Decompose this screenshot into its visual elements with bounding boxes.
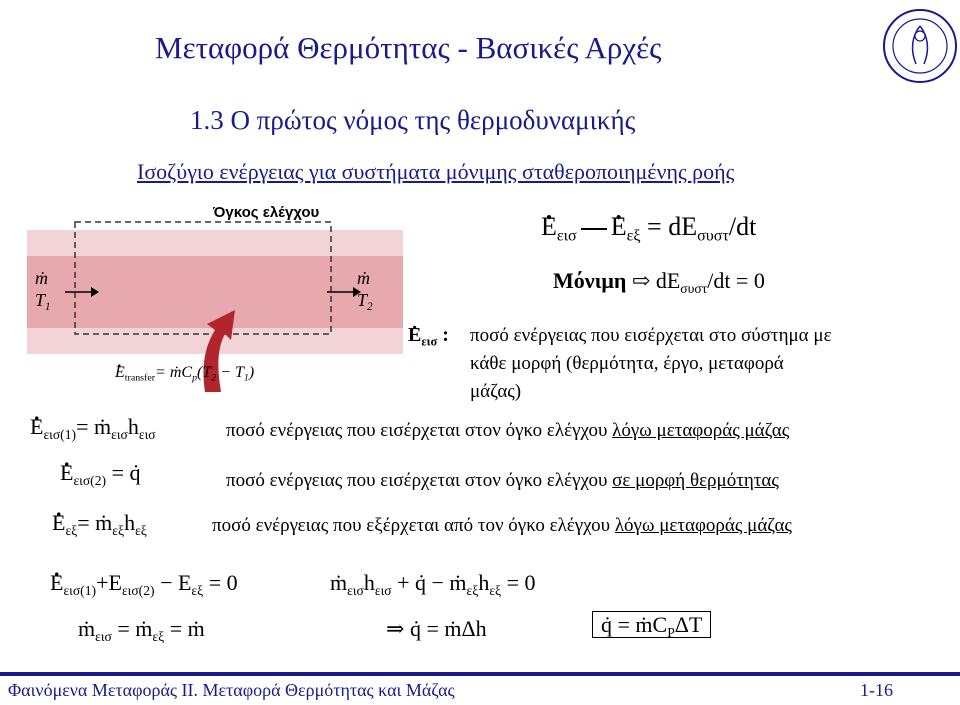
e-out-equation: . $E_{\varepsilon\xi}=$ $ṁ_{\varepsilon\xi}h_{\varepsilon\xi}$	[52, 510, 147, 539]
inlet-temperature: $T_1$	[35, 290, 51, 313]
ein-description-line2: κάθε μορφή (θερμότητα, έργο, μεταφορά	[470, 353, 784, 374]
outlet-mass-flow: ṁ	[357, 268, 370, 288]
e-in2-description: ποσό ενέργειας που εισέρχεται στον όγκο ελέγχου σε μορφή θερμότητας	[226, 470, 779, 491]
energy-balance-equation: . $E_{\varepsilon\iota\sigma}$. $E_{\varepsilon\xi} = dE_{\sigma\upsilon\sigma\tau}/dt$	[541, 212, 756, 246]
ein-description-line3: μάζας)	[470, 381, 522, 402]
control-volume-figure	[27, 198, 403, 396]
page-title: Μεταφορά Θερμότητας - Βασικές Αρχές	[155, 30, 662, 65]
inlet-mass-flow: ṁ	[35, 268, 48, 288]
transfer-equation: . $E_{transfer}=$ $ṁC_p(T_2 - T_1)$	[115, 364, 254, 383]
e-in1-description: ποσό ενέργειας που εισέρχεται στον όγκο ελέγχου λόγω μεταφοράς μάζας	[226, 420, 790, 441]
e-in1-equation: . $E_{\varepsilon\iota\sigma(1)}=$ $ṁ_{\varepsilon\iota\sigma}h_{\varepsilon\iota\sigma}$	[30, 414, 156, 443]
ein-symbol: . $E_{\varepsilon\iota\sigma}$ :	[408, 324, 449, 349]
e-in2-equation: . $E_{\varepsilon\iota\sigma(2)}$ = q̇	[60, 460, 141, 489]
ein-description-line1: ποσό ενέργειας που εισέρχεται στο σύστημα με	[470, 325, 832, 346]
steady-state-equation: Μόνιμη ⇨ $dE_{\sigma\upsilon\sigma\tau}/dt = 0$	[553, 268, 765, 296]
footer-course-title: Φαινόμενα Μεταφοράς ΙΙ. Μεταφορά Θερμότητας και Μάζας	[8, 680, 455, 700]
combined-equation: $ṁ_{\varepsilon\iota\sigma}h_{\varepsilon\iota\sigma}$ + q̇ − $ṁ_{\varepsilon\xi}h_{\varepsilon\xi} = 0$	[330, 570, 536, 598]
control-volume-label: Όγκος ελέγχου	[213, 204, 320, 221]
section-subtitle: 1.3 Ο πρώτος νόμος της θερμοδυναμικής	[190, 105, 636, 135]
mass-balance-equation: ṁ$_{\varepsilon\iota\sigma}$ = ṁ$_{\varepsilon\xi}$ = ṁ	[78, 616, 205, 644]
footer-divider	[0, 672, 960, 676]
e-out-description: ποσό ενέργειας που εξέρχεται από τον όγκο ελέγχου λόγω μεταφοράς μάζας	[212, 515, 792, 536]
energy-sum-equation: . $E_{\varepsilon\iota\sigma(1)}+E_{\varepsilon\iota\sigma(2)} - E_{\varepsilon\xi} = 0$	[50, 570, 238, 599]
university-seal-logo	[880, 6, 960, 86]
implied-heat-equation: ⇒ q̇ = ṁΔh	[386, 616, 487, 641]
outlet-temperature: $T_2$	[357, 290, 373, 313]
boxed-heat-equation: q̇ = ṁC$_P$ΔT	[592, 612, 711, 641]
page-number: 1-16	[860, 680, 893, 700]
section-heading: Ισοζύγιο ενέργειας για συστήματα μόνιμης σταθεροποιημένης ροής	[137, 159, 735, 184]
